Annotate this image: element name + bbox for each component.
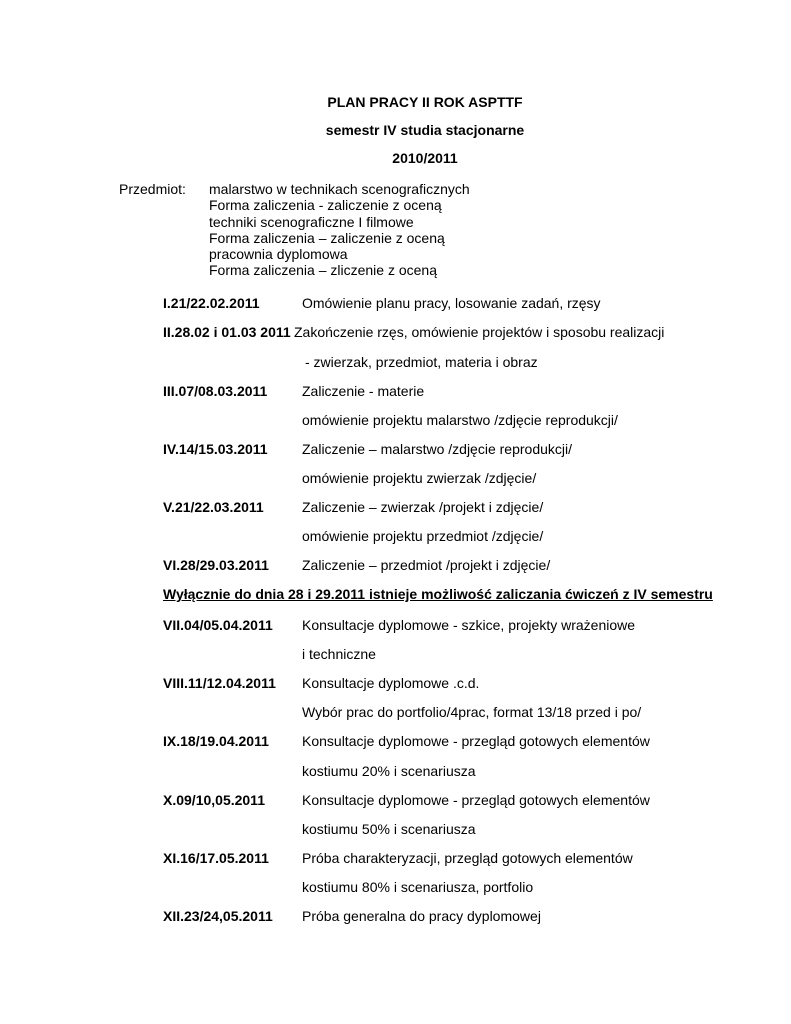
schedule-row xyxy=(0,440,791,458)
schedule-description: i techniczne xyxy=(302,646,376,662)
subject-line: Forma zaliczenia – zliczenie z oceną xyxy=(209,262,437,279)
schedule-row xyxy=(0,556,791,574)
schedule-row-continuation xyxy=(0,820,791,838)
schedule-row xyxy=(0,498,791,516)
schedule-description: kostiumu 50% i scenariusza xyxy=(302,821,476,837)
schedule-date: V.21/22.03.2011 xyxy=(163,499,264,515)
schedule-date: IX.18/19.04.2011 xyxy=(163,733,269,749)
schedule-date: IV.14/15.03.2011 xyxy=(163,441,268,457)
schedule-description: omówienie projektu przedmiot /zdjęcie/ xyxy=(302,528,544,544)
subject-line: Forma zaliczenia - zaliczenie z oceną xyxy=(209,197,442,214)
schedule-description: Zaliczenie - materie xyxy=(302,383,425,399)
subject-label: Przedmiot: xyxy=(119,181,186,197)
schedule-date: VIII.11/12.04.2011 xyxy=(163,675,276,691)
schedule-description: Konsultacje dyplomowe - szkice, projekty wrażeniowe xyxy=(302,617,636,633)
schedule-row xyxy=(0,616,791,634)
schedule-row-continuation xyxy=(0,353,791,371)
schedule-date: III.07/08.03.2011 xyxy=(163,383,268,399)
schedule-description: omówienie projektu zwierzak /zdjęcie/ xyxy=(302,470,537,486)
schedule-row xyxy=(0,907,791,925)
schedule-date: VII.04/05.04.2011 xyxy=(163,617,273,633)
schedule-date: I.21/22.02.2011 xyxy=(163,295,260,311)
schedule-description: Konsultacje dyplomowe - przegląd gotowych elementów xyxy=(302,733,650,749)
schedule-description: Wybór prac do portfolio/4prac, format 13/18 przed i po/ xyxy=(302,704,642,720)
schedule-row xyxy=(0,382,791,400)
schedule-row xyxy=(0,732,791,750)
schedule-row xyxy=(0,674,791,692)
schedule-row-continuation xyxy=(0,527,791,545)
schedule-date: X.09/10,05.2011 xyxy=(163,792,265,808)
schedule-description: kostiumu 80% i scenariusza, portfolio xyxy=(302,879,534,895)
semester-subtitle: semestr IV studia stacjonarne xyxy=(325,122,525,138)
schedule-row-continuation xyxy=(0,411,791,429)
schedule-row-continuation xyxy=(0,703,791,721)
schedule-description: Próba generalna do pracy dyplomowej xyxy=(302,908,541,924)
schedule-date: XI.16/17.05.2011 xyxy=(163,850,269,866)
schedule-description: Konsultacje dyplomowe .c.d. xyxy=(302,675,480,691)
schedule-description: Zaliczenie – malarstwo /zdjęcie reprodukcji/ xyxy=(302,441,572,457)
subject-list xyxy=(209,181,470,279)
schedule-row xyxy=(0,849,791,867)
document-title: PLAN PRACY II ROK ASPTTF xyxy=(327,94,523,110)
subject-line: pracownia dyplomowa xyxy=(209,246,348,263)
schedule-row-continuation xyxy=(0,878,791,896)
schedule-row-continuation xyxy=(0,762,791,780)
schedule-description: Zaliczenie – zwierzak /projekt i zdjęcie/ xyxy=(302,499,544,515)
subject-line: malarstwo w technikach scenograficznych xyxy=(209,181,470,197)
schedule-row-continuation xyxy=(0,469,791,487)
schedule-description: kostiumu 20% i scenariusza xyxy=(302,763,476,779)
schedule-description: Próba charakteryzacji, przegląd gotowych elementów xyxy=(302,850,633,866)
schedule-date: II.28.02 i 01.03 2011 xyxy=(163,324,291,340)
schedule-description: Zaliczenie – przedmiot /projekt i zdjęcie/ xyxy=(302,557,551,573)
schedule-description: Omówienie planu pracy, losowanie zadań, rzęsy xyxy=(302,295,601,311)
academic-year: 2010/2011 xyxy=(392,150,458,166)
subject-line: techniki scenograficzne I filmowe xyxy=(209,213,414,230)
subject-line: Forma zaliczenia – zaliczenie z oceną xyxy=(209,229,445,246)
schedule-row xyxy=(0,791,791,809)
schedule-date: VI.28/29.03.2011 xyxy=(163,557,269,573)
schedule-description: - zwierzak, przedmiot, materia i obraz xyxy=(305,354,538,370)
schedule-description: omówienie projektu malarstwo /zdjęcie reprodukcji/ xyxy=(302,412,618,428)
schedule-row-continuation xyxy=(0,645,791,663)
schedule-description: Zakończenie rzęs, omówienie projektów i sposobu realizacji xyxy=(294,324,665,340)
schedule-description: Konsultacje dyplomowe - przegląd gotowych elementów xyxy=(302,792,650,808)
schedule-date: XII.23/24,05.2011 xyxy=(163,908,273,924)
deadline-notice: Wyłącznie do dnia 28 i 29.2011 istnieje możliwość zaliczania ćwiczeń z IV semestru xyxy=(163,586,713,602)
schedule-row xyxy=(0,323,791,341)
schedule-row xyxy=(0,294,791,312)
